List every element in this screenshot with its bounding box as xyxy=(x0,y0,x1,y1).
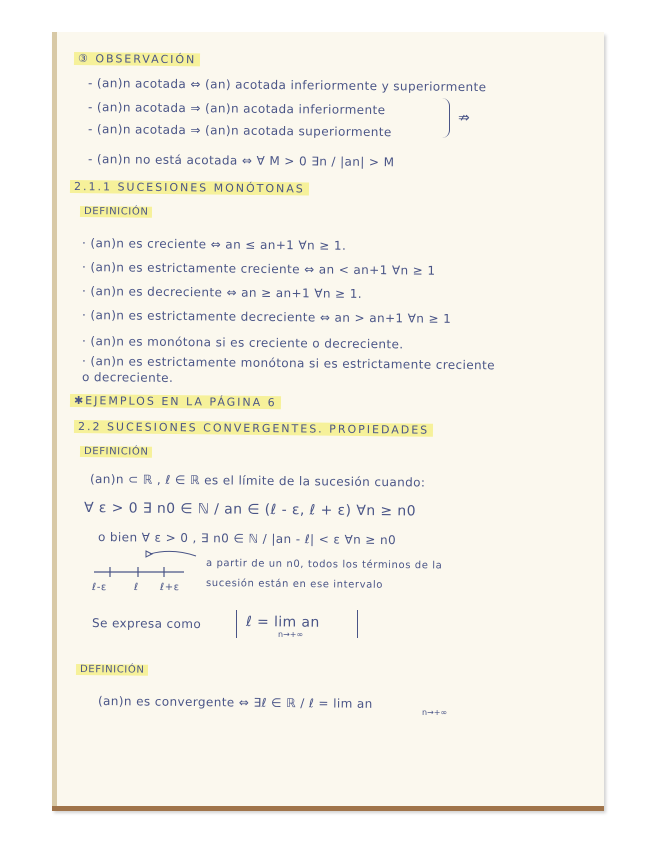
observacion-heading: ③ OBSERVACIÓN xyxy=(74,52,200,66)
definition-label-1: DEFINICIÓN xyxy=(80,206,153,218)
definition-label-3: DEFINICIÓN xyxy=(76,664,149,676)
monotone-item-3: · (an)n es decreciente ⇔ an ≥ an+1 ∀n ≥ 1. xyxy=(81,284,363,301)
expresion-intro: Se expresa como xyxy=(91,616,202,632)
number-line-note-1: a partir de un n0, todos los términos de la xyxy=(205,558,443,572)
ejemplos-note: ✱EJEMPLOS EN LA PÁGINA 6 xyxy=(70,394,281,409)
monotone-item-5: · (an)n es monótona si es creciente o decreciente. xyxy=(81,334,404,352)
limit-definition-line-2: ∀ ε > 0 ∃ n0 ∈ ℕ / an ∈ (ℓ - ε, ℓ + ε) ∀n ≥ n0 xyxy=(83,500,417,520)
brace-mark xyxy=(441,98,450,138)
limit-notation-subscript: n→+∞ xyxy=(278,630,304,639)
convergent-limit-subscript: n→+∞ xyxy=(422,708,448,717)
not-implies-note: ⇏ xyxy=(457,110,471,127)
observacion-line-2: - (an)n acotada ⇒ (an)n acotada inferiormente xyxy=(87,100,386,118)
limit-definition-line-3: o bien ∀ ε > 0 , ∃ n0 ∈ ℕ / |an - ℓ| < ε ∀n ≥ n0 xyxy=(97,530,397,548)
number-line-diagram xyxy=(92,548,202,584)
section-2-1-1-heading: 2.1.1 SUCESIONES MONÓTONAS xyxy=(70,180,309,196)
number-line-arrowhead xyxy=(146,551,152,557)
monotone-item-4: · (an)n es estrictamente decreciente ⇔ an > an+1 ∀n ≥ 1 xyxy=(81,308,452,326)
convergent-definition: (an)n es convergente ⇔ ∃ℓ ∈ ℝ / ℓ = lim an xyxy=(97,694,373,711)
page-binding-edge xyxy=(52,32,57,810)
observacion-line-4: - (an)n no está acotada ⇔ ∀ M > 0 ∃n / |an| > M xyxy=(87,152,395,170)
limit-notation: ℓ = lim an xyxy=(245,614,320,631)
monotone-item-1: · (an)n es creciente ⇔ an ≤ an+1 ∀n ≥ 1. xyxy=(81,236,347,253)
monotone-item-2: · (an)n es estrictamente creciente ⇔ an < an+1 ∀n ≥ 1 xyxy=(81,260,436,278)
section-2-2-heading: 2.2 SUCESIONES CONVERGENTES. PROPIEDADES xyxy=(74,420,433,437)
number-line-arc xyxy=(150,551,196,556)
monotone-item-7: o decreciente. xyxy=(81,370,174,385)
number-line-label-right: ℓ+ε xyxy=(159,582,180,594)
number-line-label-center: ℓ xyxy=(133,582,139,594)
observacion-line-1: - (an)n acotada ⇔ (an) acotada inferiormente y superiormente xyxy=(87,76,487,95)
monotone-item-6: · (an)n es estrictamente monótona si es estrictamente creciente xyxy=(81,354,496,373)
page-bottom-edge xyxy=(52,806,604,811)
number-line-note-2: sucesión están en ese intervalo xyxy=(205,578,384,591)
observacion-line-3: - (an)n acotada ⇒ (an)n acotada superiormente xyxy=(87,122,392,140)
limit-definition-line-1: (an)n ⊂ ℝ , ℓ ∈ ℝ es el límite de la sucesión cuando: xyxy=(89,472,426,490)
number-line-label-left: ℓ-ε xyxy=(91,582,108,594)
definition-label-2: DEFINICIÓN xyxy=(80,446,153,458)
